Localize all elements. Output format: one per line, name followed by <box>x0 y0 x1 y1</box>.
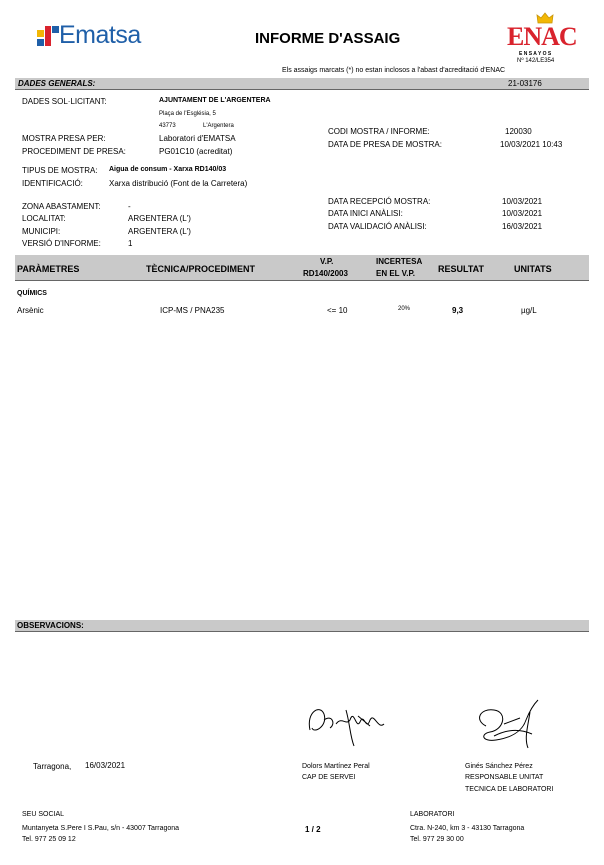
col-uncertainty-line1: INCERTESA <box>376 257 423 266</box>
sample-date-value: 10/03/2021 10:43 <box>500 140 563 149</box>
signature-2-name: Ginés Sánchez Pérez <box>465 763 533 770</box>
signature-place: Tarragona, <box>33 762 72 771</box>
solicitant-zip: 43773 <box>159 123 176 129</box>
signature-2-role-line1: RESPONSABLE UNITAT <box>465 774 544 781</box>
locality-value: ARGENTERA (L') <box>128 214 191 223</box>
reception-label: DATA RECEPCIÓ MOSTRA: <box>328 197 431 206</box>
identification-value: Xarxa distribució (Font de la Carretera) <box>109 179 248 188</box>
col-parameters: PARÀMETRES <box>17 264 80 274</box>
enac-logo <box>505 12 585 68</box>
sample-date-label: DATA DE PRESA DE MOSTRA: <box>328 140 442 149</box>
solicitant-town: L'Argentera <box>203 123 234 129</box>
observations-title: OBSERVACIONS: <box>17 621 84 630</box>
footer-lab-label: LABORATORI <box>410 811 455 818</box>
taken-by-value: Laboratori d'EMATSA <box>159 134 236 143</box>
sample-code-value: 120030 <box>505 127 532 136</box>
version-label: VERSIÓ D'INFORME: <box>22 239 101 248</box>
footer-seat-address: Muntanyeta S.Pere I S.Pau, s/n - 43007 Tarragona <box>22 825 180 832</box>
report-number: 21-03176 <box>508 79 542 88</box>
footer-lab-address: Ctra. N-240, km 3 - 43130 Tarragona <box>410 825 525 832</box>
observations-band <box>15 620 589 632</box>
validation-value: 16/03/2021 <box>502 222 543 231</box>
group-chemicals: QUÍMICS <box>17 290 47 297</box>
zone-value: - <box>128 202 131 211</box>
sample-type-label: TIPUS DE MOSTRA: <box>22 166 98 175</box>
signature-1-image <box>300 690 392 752</box>
signature-1-name: Dolors Martínez Peral <box>302 763 370 770</box>
solicitant-label: DADES SOL·LICITANT: <box>22 97 107 106</box>
municipality-value: ARGENTERA (L') <box>128 227 191 236</box>
ematsa-logo-text: Ematsa <box>59 21 141 49</box>
analysis-start-value: 10/03/2021 <box>502 209 543 218</box>
sample-type-value: Aigua de consum - Xarxa RD140/03 <box>109 166 227 173</box>
footer-seat-phone: Tel. 977 25 09 12 <box>22 836 76 843</box>
signature-2-role-line2: TECNICA DE LABORATORI <box>465 786 554 793</box>
signature-date: 16/03/2021 <box>85 761 126 770</box>
procedure-value: PG01C10 (acreditat) <box>159 147 233 156</box>
row-vp: <= 10 <box>327 306 348 315</box>
row-result: 9,3 <box>452 306 464 315</box>
analysis-start-label: DATA INICI ANÀLISI: <box>328 209 403 218</box>
col-uncertainty-line2: EN EL V.P. <box>376 269 415 278</box>
solicitant-name: AJUNTAMENT DE L'ARGENTERA <box>159 97 271 104</box>
page-number: 1 / 2 <box>305 825 321 834</box>
row-parameter: Arsènic <box>17 306 44 315</box>
row-uncertainty: 20% <box>398 306 411 312</box>
enac-sub2: Nº 142/LE354 <box>517 58 555 64</box>
taken-by-label: MOSTRA PRESA PER: <box>22 134 106 143</box>
footer-lab-phone: Tel. 977 29 30 00 <box>410 836 464 843</box>
zone-label: ZONA ABASTAMENT: <box>22 202 101 211</box>
procedure-label: PROCEDIMENT DE PRESA: <box>22 147 126 156</box>
general-data-title: DADES GENERALS: <box>18 79 96 88</box>
col-vp-line2: RD140/2003 <box>303 269 348 278</box>
report-title: INFORME D'ASSAIG <box>255 30 401 47</box>
reception-value: 10/03/2021 <box>502 197 543 206</box>
col-result: RESULTAT <box>438 264 484 274</box>
enac-sub1: E N S A Y O S <box>519 51 552 57</box>
accreditation-note: Els assaigs marcats (*) no estan inclosos a l'abast d'acreditació d'ENAC <box>282 67 506 74</box>
signature-2-image <box>464 690 556 756</box>
municipality-label: MUNICIPI: <box>22 227 61 236</box>
signature-1-role: CAP DE SERVEI <box>302 774 356 781</box>
col-units: UNITATS <box>514 264 552 274</box>
validation-label: DATA VALIDACIÓ ANÀLISI: <box>328 222 427 231</box>
col-technique: TÈCNICA/PROCEDIMENT <box>146 264 256 274</box>
footer-seat-label: SEU SOCIAL <box>22 811 65 818</box>
results-header-band <box>15 255 589 281</box>
sample-code-label: CODI MOSTRA / INFORME: <box>328 127 430 136</box>
col-vp-line1: V.P. <box>320 257 334 266</box>
ematsa-logo-icon <box>36 24 60 48</box>
row-technique: ICP-MS / PNA235 <box>160 306 225 315</box>
locality-label: LOCALITAT: <box>22 214 66 223</box>
solicitant-address: Plaça de l'Església, 5 <box>159 111 216 117</box>
version-value: 1 <box>128 239 133 248</box>
general-data-band <box>15 78 589 90</box>
identification-label: IDENTIFICACIÓ: <box>22 179 83 188</box>
enac-text: ENAC <box>507 22 577 51</box>
row-units: µg/L <box>521 306 537 315</box>
